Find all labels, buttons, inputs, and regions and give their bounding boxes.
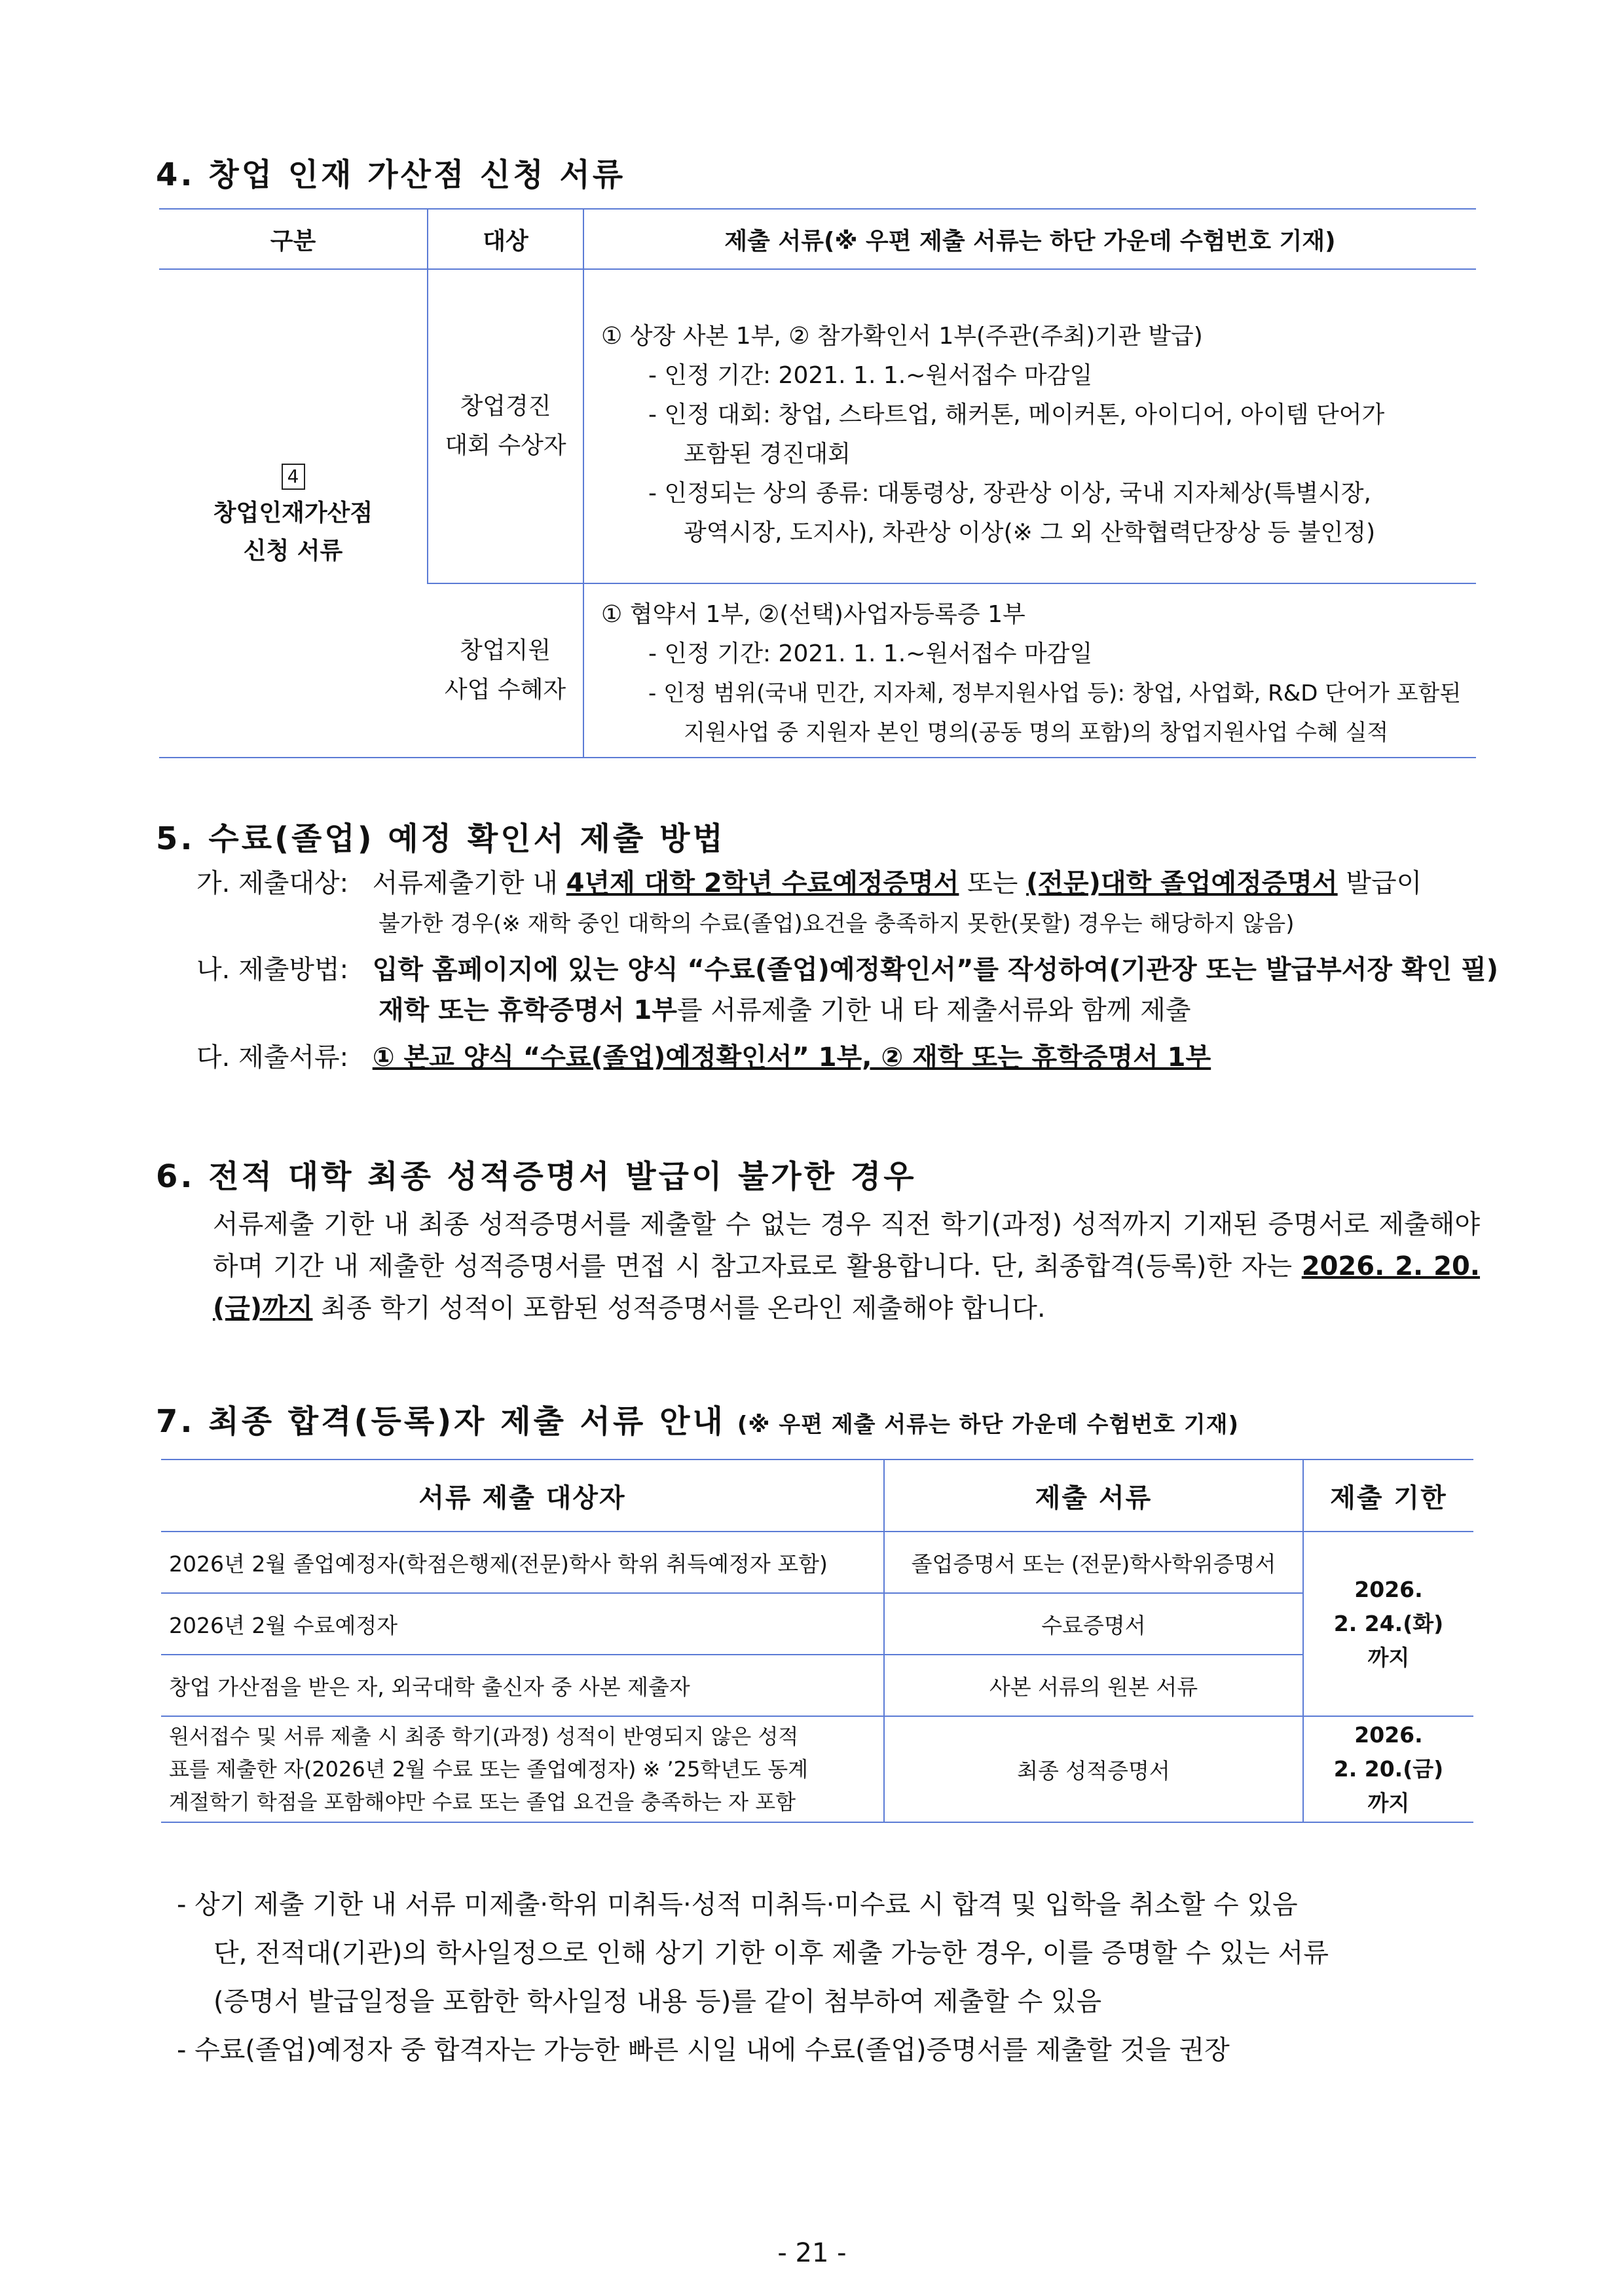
- target-line: 계절학기 학점을 포함해야만 수료 또는 졸업 요건을 충족하는 자 포함: [169, 1790, 796, 1814]
- header-documents: 제출 서류: [884, 1460, 1303, 1532]
- doc-line: - 인정되는 상의 종류: 대통령상, 장관상 이상, 국내 지자체상(특별시장,: [648, 480, 1371, 507]
- target-cell: 2026년 2월 수료예정자: [161, 1593, 884, 1655]
- target-line-2: 대회 수상자: [445, 432, 566, 459]
- table-row: [161, 1655, 1473, 1716]
- target-cell: [161, 1716, 884, 1822]
- doc-line: 광역시장, 도지사), 차관상 이상(※ 그 외 산학협력단장상 등 불인정): [684, 519, 1376, 546]
- header-documents: 제출 서류(※ 우편 제출 서류는 하단 가운데 수험번호 기재): [583, 209, 1476, 269]
- header-deadline: 제출 기한: [1303, 1460, 1473, 1532]
- deadline-line: 2. 20.(금): [1333, 1756, 1444, 1782]
- doc-line: ① 상장 사본 1부, ② 참가확인서 1부(주관(주최)기관 발급): [601, 323, 1203, 350]
- documents-cell: [583, 269, 1476, 583]
- header-target: 서류 제출 대상자: [161, 1460, 884, 1532]
- doc-line: - 인정 대회: 창업, 스타트업, 해커톤, 메이커톤, 아이디어, 아이템 단어가: [648, 401, 1385, 428]
- section-4-title: 4. 창업 인재 가산점 신청 서류: [156, 156, 626, 193]
- deadline-line: 2026.: [1354, 1722, 1423, 1748]
- table-header-row: [159, 209, 1476, 269]
- deadline-line: 2026.: [1354, 1577, 1423, 1602]
- item-continuation: [196, 990, 1480, 1031]
- deadline-line: 2. 24.(화): [1333, 1611, 1444, 1636]
- target-line-1: 창업지원: [459, 637, 551, 664]
- header-target: 대상: [428, 209, 583, 269]
- header-category: 구분: [159, 209, 428, 269]
- target-line-2: 사업 수혜자: [444, 676, 566, 703]
- item-label: 다. 제출서류:: [196, 1042, 349, 1073]
- doc-line: - 인정 범위(국내 민간, 지자체, 정부지원사업 등): 창업, 사업화, R&D 단어가 포함된: [648, 680, 1462, 707]
- deadline-date: 2026. 2. 20.(금)까지: [213, 1251, 1481, 1323]
- table-row: [161, 1716, 1473, 1822]
- item-text: 또는: [967, 868, 1018, 898]
- doc-line: - 인정 기간: 2021. 1. 1.~원서접수 마감일: [648, 640, 1093, 667]
- section-7-title: [156, 1396, 1239, 1441]
- table-row: [159, 269, 1476, 583]
- doc-line: ① 협약서 1부, ②(선택)사업자등록증 1부: [601, 601, 1025, 628]
- section-6-paragraph: [213, 1203, 1480, 1329]
- documents-cell: [583, 583, 1476, 758]
- target-cell: 2026년 2월 졸업예정자(학점은행제(전문)학사 학위 취득예정자 포함): [161, 1532, 884, 1593]
- item-continuation: (증명서 발급일정을 포함한 학사일정 내용 등)를 같이 첨부하여 제출할 수 있음: [213, 1987, 1102, 2017]
- startup-bonus-table: [159, 208, 1476, 758]
- item-label: 가. 제출대상:: [196, 868, 349, 898]
- target-cell: [428, 583, 583, 758]
- deadline-line: 까지: [1367, 1645, 1410, 1670]
- item-emphasis: 입학 홈페이지에 있는 양식 “수료(졸업)예정확인서”를 작성하여(기관장 또는 발급부서장 확인 필): [372, 955, 1499, 985]
- target-cell: [428, 269, 583, 583]
- target-cell: 창업 가산점을 받은 자, 외국대학 출신자 중 사본 제출자: [161, 1655, 884, 1716]
- category-line-1: 창업인재가산점: [213, 500, 373, 526]
- doc-line: 포함된 경진대회: [684, 441, 851, 468]
- page-number: - 21 -: [777, 2238, 847, 2268]
- final-documents-table: [161, 1459, 1473, 1823]
- item-emphasis: ① 본교 양식 “수료(졸업)예정확인서” 1부, ② 재학 또는 휴학증명서 1부: [372, 1042, 1211, 1073]
- target-line: 원서접수 및 서류 제출 시 최종 학기(과정) 성적이 반영되지 않은 성적: [169, 1724, 799, 1749]
- table-header-row: [161, 1460, 1473, 1532]
- list-item: [196, 863, 1480, 904]
- item-emphasis: 4년제 대학 2학년 수료예정증명서: [566, 868, 959, 898]
- item-text: 서류제출기한 내: [372, 868, 558, 898]
- document-cell: 수료증명서: [884, 1593, 1303, 1655]
- item-emphasis: 재학 또는 휴학증명서 1부: [378, 995, 678, 1025]
- list-item: - 수료(졸업)예정자 중 합격자는 가능한 빠른 시일 내에 수료(졸업)증명서를 제출할 것을 권장: [177, 2035, 1230, 2065]
- notes-list: [177, 1881, 1480, 2074]
- table-row: [161, 1532, 1473, 1593]
- list-item: [196, 1037, 1480, 1078]
- table-row: [161, 1593, 1473, 1655]
- deadline-line: 까지: [1367, 1790, 1410, 1816]
- document-cell: 최종 성적증명서: [884, 1716, 1303, 1822]
- boxed-number: 4: [282, 464, 305, 490]
- category-cell: [159, 269, 428, 758]
- submission-method-list: [196, 863, 1499, 1078]
- title-note: (※ 우편 제출 서류는 하단 가운데 수험번호 기재): [737, 1412, 1240, 1438]
- item-emphasis: (전문)대학 졸업예정증명서: [1026, 868, 1338, 898]
- doc-line: 지원사업 중 지원자 본인 명의(공동 명의 포함)의 창업지원사업 수혜 실적: [684, 720, 1389, 746]
- item-text: 발급이: [1346, 868, 1422, 898]
- document-cell: 사본 서류의 원본 서류: [884, 1655, 1303, 1716]
- item-label: 나. 제출방법:: [196, 955, 349, 985]
- target-line-1: 창업경진: [460, 393, 551, 420]
- title-text: 7. 최종 합격(등록)자 제출 서류 안내: [156, 1403, 726, 1440]
- list-item: - 상기 제출 기한 내 서류 미제출·학위 미취득·성적 미취득·미수료 시 합격 및 입학을 취소할 수 있음: [177, 1890, 1298, 1920]
- deadline-cell: [1303, 1532, 1473, 1716]
- target-line: 표를 제출한 자(2026년 2월 수료 또는 졸업예정자) ※ ’25학년도 동계: [169, 1757, 809, 1782]
- item-continuation: 단, 전적대(기관)의 학사일정으로 인해 상기 기한 이후 제출 가능한 경우, 이를 증명할 수 있는 서류: [213, 1938, 1329, 1968]
- doc-line: - 인정 기간: 2021. 1. 1.~원서접수 마감일: [648, 362, 1093, 389]
- section-6-title: 6. 전적 대학 최종 성적증명서 발급이 불가한 경우: [156, 1158, 917, 1195]
- item-text: 를 서류제출 기한 내 타 제출서류와 함께 제출: [677, 995, 1191, 1025]
- item-continuation: 불가한 경우(※ 재학 중인 대학의 수료(졸업)요건을 충족하지 못한(못할) 경우는 해당하지 않음): [378, 911, 1295, 937]
- deadline-cell: [1303, 1716, 1473, 1822]
- paragraph-text: 최종 학기 성적이 포함된 성적증명서를 온라인 제출해야 합니다.: [312, 1293, 1046, 1323]
- document-cell: 졸업증명서 또는 (전문)학사학위증명서: [884, 1532, 1303, 1593]
- paragraph-text: 서류제출 기한 내 최종 성적증명서를 제출할 수 없는 경우 직전 학기(과정) 성적까지 기재된 증명서로 제출해야 하며 기간 내 제출한 성적증명서를 면접 시 참고자료로 활용합니다. 단, 최종합격(등록)한 자는: [213, 1209, 1480, 1281]
- category-line-2: 신청 서류: [243, 538, 343, 564]
- section-5-title: 5. 수료(졸업) 예정 확인서 제출 방법: [156, 820, 726, 857]
- list-item: [196, 949, 1499, 990]
